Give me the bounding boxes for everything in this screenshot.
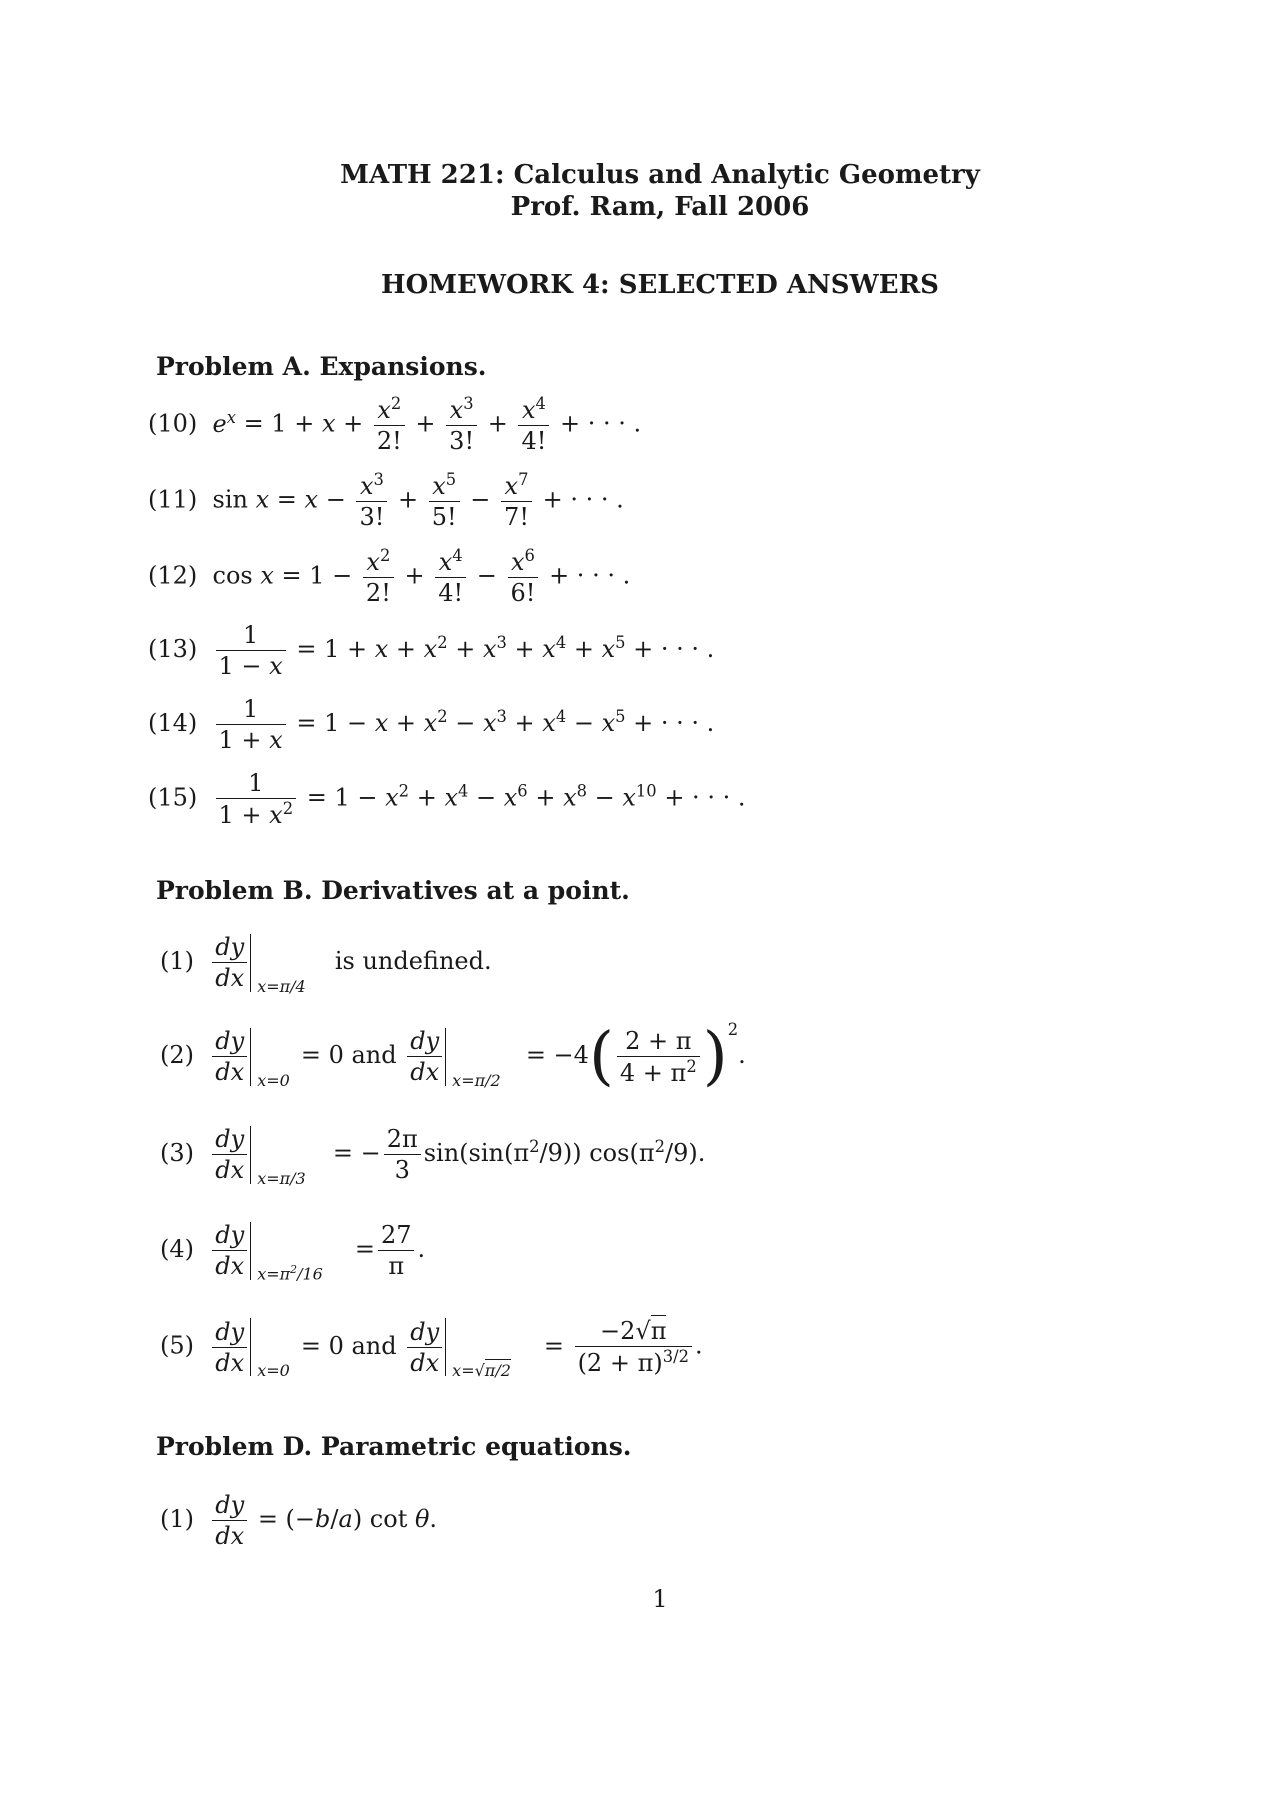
- equation-a11: (11) sin x = x − $\frac{x^3}{3!}$ + $\frac{x^5}{5!}$ − $\frac{x^7}{7!}$ + · · · .: [148, 470, 624, 531]
- undefined-text: is undefined.: [334, 947, 492, 975]
- equation-b3: (3) $\frac{dy}{dx}$ x=π/3 = − $\frac{2\pi}{3}$ $\sin(\sin(\pi^2/9))$ $\cos(\pi^2/9)$.: [160, 1125, 706, 1188]
- equation-d1: (1) $\frac{dy}{dx}$ = (−b/a) cot θ.: [160, 1491, 438, 1550]
- equation-a10: (10) $e^x = 1 + x$ + $\frac{x^2}{2!}$ + $\frac{x^3}{3!}$ + $\frac{x^4}{4!}$ + · · · .: [148, 394, 642, 455]
- and-text-2: and: [351, 1331, 397, 1360]
- equation-label: (5): [160, 1331, 194, 1360]
- equation-a13: (13) $\frac{1}{1 - x}$ = $1 + x + x^2 + x^3 + x^4 + x^5$ + · · · .: [148, 621, 715, 680]
- equation-label: (3): [160, 1139, 194, 1167]
- and-text: and: [351, 1041, 397, 1069]
- equation-label: (2): [160, 1041, 194, 1069]
- course-title: MATH 221: Calculus and Analytic Geometry: [340, 160, 980, 190]
- equation-label: (14): [148, 709, 198, 737]
- equation-label: (10): [148, 409, 198, 438]
- equation-b4: (4) $\frac{dy}{dx}$ $x=\pi^2/16$ = $\frac{27}{\pi}$ .: [160, 1221, 426, 1284]
- equation-b2: (2) $\frac{dy}{dx}$ x=0 = 0 and $\frac{dy}{dx}$ x=π/2 = −4( $\frac{2 + \pi}{4 + \pi^2}$ )$^2$.: [160, 1019, 746, 1094]
- equation-label: (4): [160, 1235, 194, 1263]
- equation-a15: (15) $\frac{1}{1 + x^2}$ = $1 - x^2 + x^4 - x^6 + x^8 - x^{10}$ + · · · .: [148, 769, 746, 829]
- equation-label: (11): [148, 485, 198, 514]
- equation-b5: (5) $\frac{dy}{dx}$ x=0 = 0 and $\frac{dy}{dx}$ x=√π/2 = $\frac{-2√\pi}{(2 + \pi)^{3/2}}$ .: [160, 1317, 703, 1380]
- equation-b1: (1) $\frac{dy}{dx}$ x=π/4 is undefined.: [160, 933, 492, 996]
- page-title: HOMEWORK 4: SELECTED ANSWERS: [381, 270, 939, 300]
- section-heading-d: Problem D. Parametric equations.: [156, 1432, 632, 1461]
- equation-label: (15): [148, 783, 198, 812]
- equation-label: (12): [148, 561, 198, 590]
- equation-a12: (12) cos x = 1 − $\frac{x^2}{2!}$ + $\frac{x^4}{4!}$ − $\frac{x^6}{6!}$ + · · · .: [148, 546, 631, 607]
- equation-label: (1): [160, 947, 194, 975]
- section-heading-b: Problem B. Derivatives at a point.: [156, 876, 630, 905]
- equation-label: (1): [160, 1505, 194, 1533]
- section-heading-a: Problem A. Expansions.: [156, 352, 487, 381]
- equation-a14: (14) $\frac{1}{1 + x}$ = $1 - x + x^2 - x^3 + x^4 - x^5$ + · · · .: [148, 695, 715, 754]
- equation-label: (13): [148, 635, 198, 663]
- page-number: 1: [652, 1585, 668, 1613]
- instructor-line: Prof. Ram, Fall 2006: [510, 192, 810, 222]
